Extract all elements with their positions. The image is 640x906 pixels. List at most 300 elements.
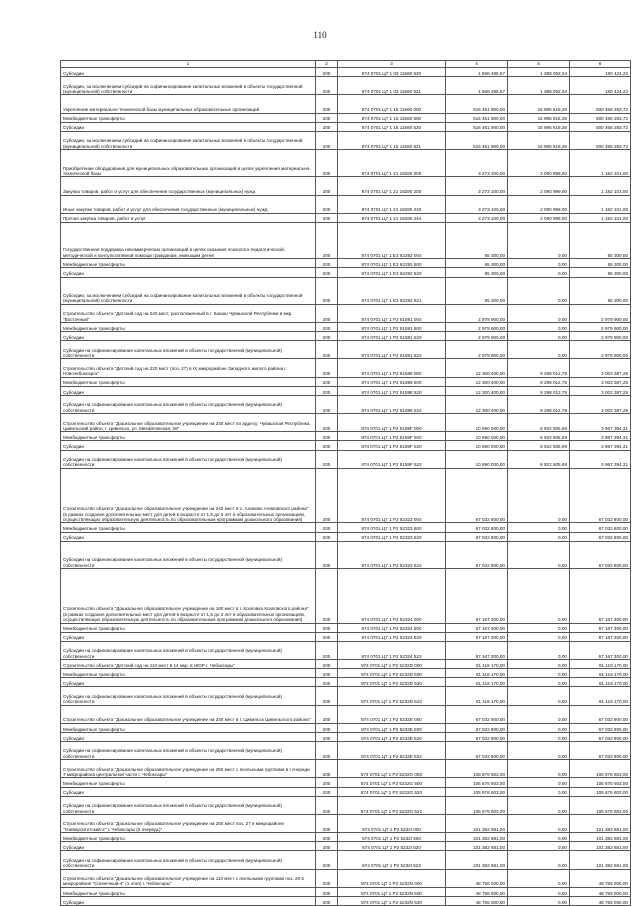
row-value-executed: 0,00: [508, 742, 570, 760]
row-value-executed: 9 298 012,75: [508, 359, 570, 377]
row-value-remaining: 57 167 300,00: [570, 641, 631, 659]
row-code: 200: [316, 723, 338, 732]
row-value-approved: 101 382 681,00: [446, 842, 508, 851]
row-value-approved: 10 890 000,00: [446, 414, 508, 432]
page-number: 110: [313, 30, 327, 40]
row-value-executed: 0,00: [508, 468, 570, 523]
table-row: [61, 122, 631, 131]
row-classification-code: 874 0701 Ц7 1 E3 62292 521: [338, 277, 446, 304]
column-number: 2: [316, 61, 338, 68]
row-code: 200: [316, 268, 338, 277]
row-name: Субсидии, за исключением субсидий на софинансирование капитальных вложений в объекты государственной (муниципальной) собственности: [61, 277, 316, 304]
row-classification-code: 874 0701 Ц7 1 P2 5232E 500: [338, 723, 446, 732]
table-row: [61, 787, 631, 796]
row-value-remaining: 81 118 170,00: [570, 669, 631, 678]
row-value-approved: 67 032 900,00: [446, 742, 508, 760]
row-name: Прочая закупка товаров, работ и услуг: [61, 213, 316, 222]
row-value-remaining: 48 755 000,00: [570, 869, 631, 887]
row-value-approved: 101 382 681,00: [446, 833, 508, 842]
row-value-remaining: 81 118 170,00: [570, 687, 631, 705]
row-classification-code: 874 0701 Ц7 1 P2 51591 520: [338, 332, 446, 341]
row-name: Субсидии, за исключением субсидий на софинансирование капитальных вложений в объекты государственной (муниципальной) собственности: [61, 131, 316, 149]
row-classification-code: 874 0701 Ц7 1 P2 5232D 522: [338, 687, 446, 705]
row-value-approved: 3 273 100,00: [446, 195, 508, 213]
row-value-executed: 9 298 012,75: [508, 377, 570, 386]
row-classification-code: 874 0701 Ц7 1 P2 51598 500: [338, 377, 446, 386]
row-value-remaining: 500 466 283,72: [570, 95, 631, 113]
row-value-remaining: 67 032 800,00: [570, 532, 631, 541]
table-row: [61, 896, 631, 905]
row-classification-code: 874 0701 Ц7 1 P2 52323 500: [338, 523, 446, 532]
row-value-approved: 67 032 800,00: [446, 532, 508, 541]
table-row: [61, 541, 631, 568]
table-body: [61, 61, 631, 906]
row-name: Субсидии: [61, 386, 316, 395]
row-value-approved: 81 118 170,00: [446, 687, 508, 705]
column-number: 3: [338, 61, 446, 68]
row-classification-code: 874 0701 Ц7 1 03 11660 520: [338, 68, 446, 77]
row-code: 200: [316, 632, 338, 641]
row-name: Межбюджетные трансферты: [61, 113, 316, 122]
table-row: [61, 532, 631, 541]
table-row: [61, 869, 631, 887]
row-value-executed: 0,00: [508, 268, 570, 277]
row-value-remaining: 105 676 603,00: [570, 760, 631, 778]
row-classification-code: 874 0701 Ц7 1 E3 62292 520: [338, 268, 446, 277]
row-name: Субсидии на софинансирование капитальных вложений в объекты государственной (муниципальной) собственности: [61, 687, 316, 705]
row-code: 200: [316, 568, 338, 623]
row-value-executed: 0,00: [508, 787, 570, 796]
row-value-remaining: 3 002 387,25: [570, 386, 631, 395]
row-code: 200: [316, 796, 338, 814]
row-value-executed: 0,00: [508, 304, 570, 322]
table-row: [61, 113, 631, 122]
table-row: [61, 323, 631, 332]
row-name: Субсидии: [61, 68, 316, 77]
table-row: [61, 222, 631, 258]
row-code: 200: [316, 259, 338, 268]
table-row: [61, 814, 631, 832]
row-value-approved: 65 300,00: [446, 277, 508, 304]
row-value-executed: 0,00: [508, 523, 570, 532]
row-code: 200: [316, 113, 338, 122]
row-value-executed: 0,00: [508, 323, 570, 332]
row-classification-code: 874 0701 Ц7 1 15 11660 000: [338, 95, 446, 113]
column-number: 4: [446, 61, 508, 68]
row-name: Субсидии: [61, 332, 316, 341]
budget-table: [60, 60, 631, 906]
row-value-remaining: 81 118 170,00: [570, 660, 631, 669]
row-value-remaining: 2 979 900,00: [570, 304, 631, 322]
row-value-executed: 0,00: [508, 778, 570, 787]
row-code: 200: [316, 532, 338, 541]
table-row: [61, 149, 631, 176]
row-value-remaining: 105 676 603,00: [570, 787, 631, 796]
row-value-approved: 2 979 900,00: [446, 341, 508, 359]
row-classification-code: 874 0701 Ц7 1 P2 5232D 500: [338, 669, 446, 678]
row-value-remaining: 81 118 170,00: [570, 678, 631, 687]
row-classification-code: 874 0701 Ц7 1 P2 52324 520: [338, 632, 446, 641]
row-value-remaining: 3 967 394,31: [570, 432, 631, 441]
row-classification-code: 874 0701 Ц7 1 P2 5232I 500: [338, 833, 446, 842]
row-name: Межбюджетные трансферты: [61, 323, 316, 332]
row-name: Субсидии на софинансирование капитальных вложений в объекты государственной (муниципальной) собственности: [61, 341, 316, 359]
table-row: [61, 414, 631, 432]
row-value-remaining: 180 424,23: [570, 68, 631, 77]
row-name: Строительство объекта "Дошкольное образовательное учреждение на 240 мест по адресу: Чувашская Республика, Цивильский район, г. Цивильск, ул. Михайловская, 28": [61, 414, 316, 432]
row-classification-code: 874 0701 Ц7 1 E3 62292 000: [338, 222, 446, 258]
row-value-approved: 3 273 100,00: [446, 213, 508, 222]
row-value-remaining: 65 300,00: [570, 268, 631, 277]
row-classification-code: 874 0701 Ц7 1 P2 52323 522: [338, 541, 446, 568]
row-name: Субсидии на софинансирование капитальных вложений в объекты государственной (муниципальной) собственности: [61, 742, 316, 760]
row-name: Межбюджетные трансферты: [61, 723, 316, 732]
table-row: [61, 778, 631, 787]
row-value-approved: 67 032 900,00: [446, 732, 508, 741]
row-name: Субсидии: [61, 441, 316, 450]
table-row: [61, 304, 631, 322]
row-classification-code: 874 0701 Ц7 1 P2 5232E 522: [338, 742, 446, 760]
row-code: 200: [316, 896, 338, 905]
row-value-approved: 57 167 300,00: [446, 568, 508, 623]
row-value-approved: 65 300,00: [446, 259, 508, 268]
row-value-approved: 57 167 300,00: [446, 632, 508, 641]
row-classification-code: 874 0701 Ц7 1 P2 5232D 000: [338, 660, 446, 669]
row-name: Строительство объекта "Дошкольное образовательное учреждение на 240 мест в с. Аликово Аликовского района" (в рамках создания дополнительных мест для детей в возрасте от 1,5 до 3 лет в образовательных организациях, осуществляющих образовательную деятельность по образовательным программам дошкольного образования): [61, 468, 316, 523]
row-name: Субсидии: [61, 842, 316, 851]
row-classification-code: 874 0701 Ц7 1 P2 52323 000: [338, 468, 446, 523]
row-code: 200: [316, 177, 338, 195]
row-value-remaining: 57 167 300,00: [570, 568, 631, 623]
column-number-row: [61, 61, 631, 68]
table-row: [61, 432, 631, 441]
table-row: [61, 851, 631, 869]
table-row: [61, 705, 631, 723]
row-value-executed: 0,00: [508, 814, 570, 832]
row-value-remaining: 1 182 101,00: [570, 195, 631, 213]
row-classification-code: 874 0701 Ц7 1 P2 5232I 000: [338, 814, 446, 832]
row-value-executed: 0,00: [508, 222, 570, 258]
row-name: Иные закупки товаров, работ и услуг для обеспечения государственных (муниципальных) нужд: [61, 195, 316, 213]
row-value-remaining: 105 676 603,00: [570, 778, 631, 787]
row-value-approved: 67 032 800,00: [446, 468, 508, 523]
row-name: Строительство объекта "Дошкольное образовательное учреждение на 110 мест с ясельными группами поз. 20 в микрорайоне "Солнечный-4" (1 этап) г. Чебоксары": [61, 869, 316, 887]
row-name: Строительство объекта "Дошкольное образовательное учреждение на 250 мест поз. 27 в микрорайоне "Университетский-2" г. Чебоксары (II очередь)": [61, 814, 316, 832]
row-classification-code: 874 0701 Ц7 1 P2 5232G 522: [338, 796, 446, 814]
row-code: 200: [316, 814, 338, 832]
row-value-approved: 516 461 900,00: [446, 113, 508, 122]
row-value-executed: 0,00: [508, 887, 570, 896]
row-value-approved: 516 461 900,00: [446, 122, 508, 131]
row-classification-code: 874 0701 Ц7 1 P2 5159F 000: [338, 414, 446, 432]
row-code: 200: [316, 213, 338, 222]
row-value-executed: 15 995 618,28: [508, 131, 570, 149]
row-classification-code: 874 0701 Ц7 1 P2 5232G 500: [338, 778, 446, 787]
row-value-approved: 81 118 170,00: [446, 678, 508, 687]
row-value-approved: 3 273 100,00: [446, 177, 508, 195]
table-row: [61, 341, 631, 359]
row-value-executed: 15 995 618,28: [508, 122, 570, 131]
table-row: [61, 568, 631, 623]
row-value-remaining: 101 382 681,00: [570, 851, 631, 869]
row-value-approved: 10 890 000,00: [446, 432, 508, 441]
row-value-approved: 1 568 486,57: [446, 77, 508, 95]
row-value-executed: 0,00: [508, 641, 570, 659]
row-code: 200: [316, 742, 338, 760]
row-value-executed: 0,00: [508, 851, 570, 869]
table-row: [61, 468, 631, 523]
row-code: 200: [316, 468, 338, 523]
row-code: 200: [316, 660, 338, 669]
row-value-remaining: 1 182 101,00: [570, 149, 631, 176]
row-value-remaining: 67 032 800,00: [570, 541, 631, 568]
row-value-executed: 0,00: [508, 687, 570, 705]
row-value-remaining: 500 466 283,72: [570, 131, 631, 149]
row-value-approved: 101 382 681,00: [446, 814, 508, 832]
row-value-executed: 2 090 999,00: [508, 149, 570, 176]
row-name: Закупка товаров, работ и услуг для обеспечения государственных (муниципальных) нужд: [61, 177, 316, 195]
row-code: 200: [316, 450, 338, 468]
row-code: 200: [316, 77, 338, 95]
table-row: [61, 723, 631, 732]
row-classification-code: 874 0701 Ц7 1 P2 5232N 500: [338, 887, 446, 896]
row-classification-code: 874 0701 Ц7 1 P2 5232G 520: [338, 787, 446, 796]
row-value-remaining: 3 002 387,25: [570, 395, 631, 413]
row-name: Межбюджетные трансферты: [61, 833, 316, 842]
row-value-executed: 0,00: [508, 277, 570, 304]
row-name: Строительство объекта "Детский сад на 110 мест в 14 мкр. в НЮР г. Чебоксары": [61, 660, 316, 669]
row-classification-code: 874 0701 Ц7 1 P2 5159F 500: [338, 432, 446, 441]
table-row: [61, 68, 631, 77]
table-row: [61, 277, 631, 304]
table-row: [61, 441, 631, 450]
row-value-approved: 105 676 603,00: [446, 778, 508, 787]
row-name: Субсидии на софинансирование капитальных вложений в объекты государственной (муниципальной) собственности: [61, 541, 316, 568]
row-name: Строительство объекта "Детский сад на 240 мест, расположенный в г. Канаш Чувашской Республики в мкр. "Восточный": [61, 304, 316, 322]
table-row: [61, 623, 631, 632]
table-row: [61, 669, 631, 678]
row-value-remaining: 3 967 394,31: [570, 414, 631, 432]
row-value-approved: 12 300 400,00: [446, 386, 508, 395]
table-row: [61, 632, 631, 641]
row-code: 200: [316, 222, 338, 258]
row-value-remaining: 2 979 900,00: [570, 341, 631, 359]
row-value-remaining: 57 167 300,00: [570, 623, 631, 632]
row-code: 200: [316, 359, 338, 377]
row-value-approved: 67 032 900,00: [446, 705, 508, 723]
row-value-executed: 1 388 062,34: [508, 68, 570, 77]
table-row: [61, 268, 631, 277]
row-classification-code: 874 0701 Ц7 1 P2 5232E 520: [338, 732, 446, 741]
row-value-remaining: 2 979 900,00: [570, 323, 631, 332]
row-value-remaining: 57 167 300,00: [570, 632, 631, 641]
row-value-executed: 0,00: [508, 760, 570, 778]
row-value-approved: 2 979 900,00: [446, 304, 508, 322]
row-value-remaining: 67 032 900,00: [570, 742, 631, 760]
row-value-remaining: 500 466 283,72: [570, 122, 631, 131]
table-row: [61, 887, 631, 896]
row-code: 200: [316, 641, 338, 659]
row-code: 200: [316, 623, 338, 632]
row-name: Межбюджетные трансферты: [61, 377, 316, 386]
row-code: 200: [316, 887, 338, 896]
row-value-approved: 516 461 900,00: [446, 95, 508, 113]
row-name: Субсидии: [61, 732, 316, 741]
row-value-approved: 57 167 300,00: [446, 623, 508, 632]
row-value-remaining: 101 382 681,00: [570, 842, 631, 851]
row-name: Субсидии на софинансирование капитальных вложений в объекты государственной (муниципальной) собственности: [61, 395, 316, 413]
row-classification-code: 874 0701 Ц7 1 21 18280 244: [338, 213, 446, 222]
row-classification-code: 874 0701 Ц7 1 P2 52324 500: [338, 623, 446, 632]
row-value-executed: 0,00: [508, 869, 570, 887]
row-code: 200: [316, 778, 338, 787]
row-value-executed: 0,00: [508, 732, 570, 741]
row-name: Межбюджетные трансферты: [61, 432, 316, 441]
row-classification-code: 874 0701 Ц7 1 21 18280 240: [338, 195, 446, 213]
table-row: [61, 450, 631, 468]
row-code: 200: [316, 678, 338, 687]
row-value-approved: 105 676 603,00: [446, 760, 508, 778]
row-value-executed: 0,00: [508, 341, 570, 359]
row-value-remaining: 3 002 387,25: [570, 359, 631, 377]
row-value-remaining: 67 032 800,00: [570, 523, 631, 532]
row-classification-code: 874 0701 Ц7 1 P2 51598 520: [338, 386, 446, 395]
row-value-approved: 3 273 100,00: [446, 149, 508, 176]
row-code: 200: [316, 68, 338, 77]
row-code: 200: [316, 377, 338, 386]
row-classification-code: 874 0701 Ц7 1 P2 5232I 522: [338, 851, 446, 869]
row-value-approved: 1 568 486,57: [446, 68, 508, 77]
row-classification-code: 874 0701 Ц7 1 P2 52323 520: [338, 532, 446, 541]
row-code: 200: [316, 760, 338, 778]
table-row: [61, 760, 631, 778]
row-code: 200: [316, 687, 338, 705]
row-code: 200: [316, 195, 338, 213]
row-classification-code: 874 0701 Ц7 1 E3 62292 500: [338, 259, 446, 268]
row-value-remaining: 1 182 101,00: [570, 177, 631, 195]
row-value-approved: 67 032 800,00: [446, 523, 508, 532]
row-name: Приобретение оборудования для муниципальных образовательных организаций в целях укрепления материально-технической базы: [61, 149, 316, 176]
table-row: [61, 213, 631, 222]
row-classification-code: 874 0701 Ц7 1 P2 5159F 522: [338, 450, 446, 468]
table-row: [61, 395, 631, 413]
row-value-remaining: 65 300,00: [570, 222, 631, 258]
row-name: Строительство объекта "Дошкольное образовательное учреждение на 160 мест в г. Козловка Козловского района" (в рамках создания дополнительных мест для детей в возрасте от 1,5 до 3 лет в образовательных организациях, осуществляющих образовательную деятельность по образовательным программам дошкольного образования): [61, 568, 316, 623]
table-row: [61, 386, 631, 395]
table-row: [61, 195, 631, 213]
row-classification-code: 874 0701 Ц7 1 15 11660 521: [338, 131, 446, 149]
row-code: 200: [316, 341, 338, 359]
table-row: [61, 742, 631, 760]
row-value-executed: 0,00: [508, 568, 570, 623]
row-code: 200: [316, 787, 338, 796]
row-value-executed: 2 090 999,00: [508, 213, 570, 222]
table-row: [61, 842, 631, 851]
table-row: [61, 131, 631, 149]
row-value-remaining: 2 979 900,00: [570, 332, 631, 341]
table-row: [61, 359, 631, 377]
row-classification-code: 874 0701 Ц7 1 P2 5232N 520: [338, 896, 446, 905]
row-name: Субсидии на софинансирование капитальных вложений в объекты государственной (муниципальной) собственности: [61, 851, 316, 869]
row-value-executed: 0,00: [508, 723, 570, 732]
row-code: 200: [316, 869, 338, 887]
row-value-approved: 67 032 900,00: [446, 723, 508, 732]
row-value-remaining: 105 676 603,00: [570, 796, 631, 814]
row-value-approved: 48 755 000,00: [446, 896, 508, 905]
table-row: [61, 833, 631, 842]
row-code: 200: [316, 131, 338, 149]
row-classification-code: 874 0701 Ц7 1 03 11660 521: [338, 77, 446, 95]
column-number: 5: [508, 61, 570, 68]
row-code: 200: [316, 669, 338, 678]
table-row: [61, 95, 631, 113]
table-row: [61, 660, 631, 669]
row-code: 200: [316, 432, 338, 441]
row-value-approved: 12 300 400,00: [446, 395, 508, 413]
row-value-remaining: 67 032 800,00: [570, 468, 631, 523]
row-code: 200: [316, 277, 338, 304]
row-value-executed: 1 388 062,34: [508, 77, 570, 95]
row-value-executed: 0,00: [508, 632, 570, 641]
row-value-remaining: 48 755 000,00: [570, 896, 631, 905]
row-value-executed: 6 922 605,69: [508, 441, 570, 450]
row-value-approved: 10 890 000,00: [446, 441, 508, 450]
row-value-remaining: 67 032 900,00: [570, 732, 631, 741]
row-code: 200: [316, 851, 338, 869]
row-classification-code: 874 0701 Ц7 1 P2 51591 000: [338, 304, 446, 322]
row-name: Строительство объекта "Дошкольное образовательное учреждение на 240 мест в г. Цивильск Цивильского района": [61, 705, 316, 723]
row-name: Субсидии: [61, 632, 316, 641]
row-value-approved: 67 032 800,00: [446, 541, 508, 568]
row-code: 200: [316, 541, 338, 568]
row-name: Субсидии на софинансирование капитальных вложений в объекты государственной (муниципальной) собственности: [61, 796, 316, 814]
row-code: 200: [316, 304, 338, 322]
table-row: [61, 177, 631, 195]
row-value-approved: 65 300,00: [446, 268, 508, 277]
row-value-remaining: 65 300,00: [570, 259, 631, 268]
row-value-executed: 0,00: [508, 678, 570, 687]
row-value-approved: 105 676 603,00: [446, 787, 508, 796]
row-value-approved: 81 118 170,00: [446, 669, 508, 678]
row-value-approved: 2 979 900,00: [446, 332, 508, 341]
row-classification-code: 874 0701 Ц7 1 P2 5232N 000: [338, 869, 446, 887]
row-code: 200: [316, 386, 338, 395]
row-classification-code: 874 0701 Ц7 1 21 18280 000: [338, 149, 446, 176]
row-value-remaining: 180 424,23: [570, 77, 631, 95]
table-row: [61, 259, 631, 268]
row-value-approved: 48 755 000,00: [446, 887, 508, 896]
row-value-remaining: 67 032 900,00: [570, 723, 631, 732]
row-value-remaining: 3 002 387,25: [570, 377, 631, 386]
row-value-executed: 0,00: [508, 623, 570, 632]
row-name: Межбюджетные трансферты: [61, 669, 316, 678]
row-value-executed: 15 995 618,28: [508, 113, 570, 122]
table-row: [61, 678, 631, 687]
row-value-executed: 0,00: [508, 259, 570, 268]
row-value-executed: 0,00: [508, 842, 570, 851]
row-classification-code: 874 0701 Ц7 1 P2 51591 500: [338, 323, 446, 332]
row-classification-code: 874 0701 Ц7 1 P2 5232I 520: [338, 842, 446, 851]
row-name: Субсидии на софинансирование капитальных вложений в объекты государственной (муниципальной) собственности: [61, 641, 316, 659]
row-value-approved: 516 461 900,00: [446, 131, 508, 149]
table-row: [61, 687, 631, 705]
row-value-approved: 12 300 400,00: [446, 359, 508, 377]
row-name: Субсидии на софинансирование капитальных вложений в объекты государственной (муниципальной) собственности: [61, 450, 316, 468]
row-code: 200: [316, 732, 338, 741]
row-value-executed: 0,00: [508, 532, 570, 541]
row-name: Межбюджетные трансферты: [61, 887, 316, 896]
row-value-remaining: 65 300,00: [570, 277, 631, 304]
